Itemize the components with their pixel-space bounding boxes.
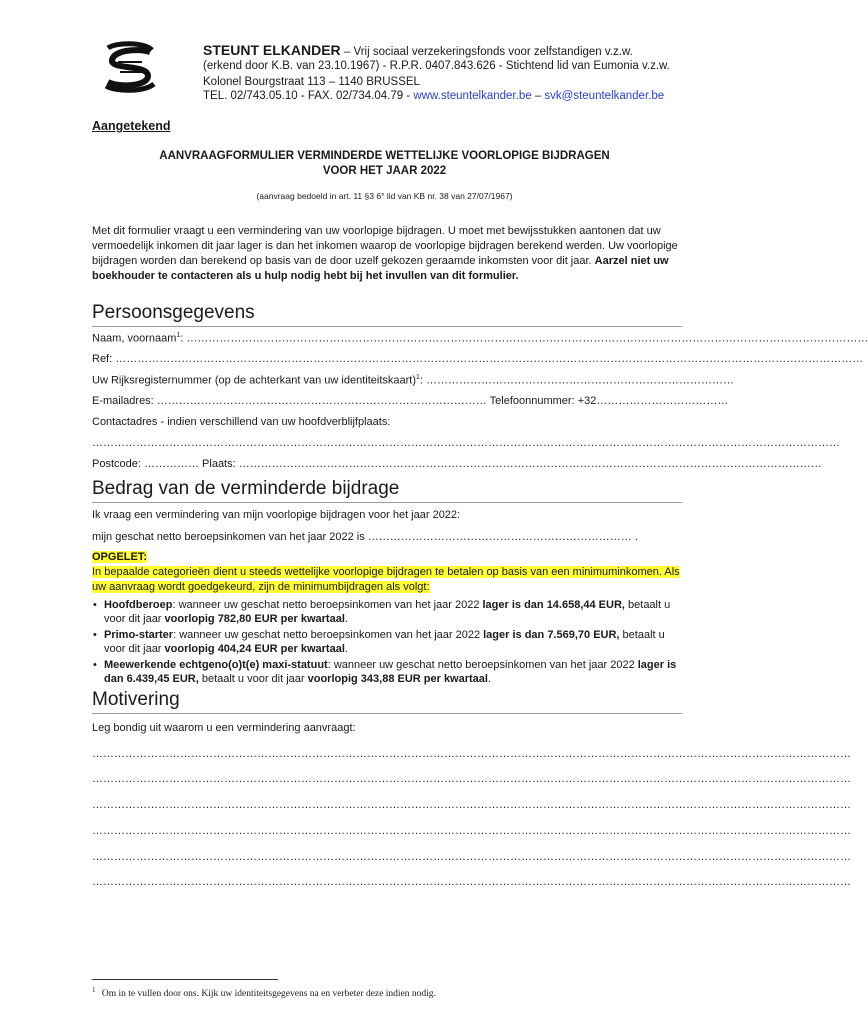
ref-field-row[interactable]: Ref: ……………………………………………………………………………………………………………………………………………………………………………………: [92, 353, 864, 365]
logo: [98, 40, 162, 94]
footnote-rule: [92, 979, 278, 980]
contact-numbers: TEL. 02/743.05.10 - FAX. 02/734.04.79 -: [203, 90, 414, 102]
motivation-line[interactable]: ………………………………………………………………………………………………………………………………………………………………………………………: [92, 773, 851, 785]
footnote-number: 1: [92, 986, 96, 994]
name-field-row[interactable]: Naam, voornaam$^1$: ……………………………………………………………………………………………………………………………………………………………………: [92, 332, 868, 345]
postcode-label: Postcode:: [92, 458, 144, 470]
postcode-row[interactable]: Postcode: …………… Plaats: ……………………………………………………………………………………………………………………………………………: [92, 458, 822, 470]
form-title-line-2: VOOR HET JAAR 2022: [322, 165, 447, 177]
form-title: [92, 149, 677, 179]
opgelet-label: OPGELET:: [92, 551, 148, 563]
steunt-elkander-logo-icon: [98, 40, 162, 94]
contact-address-line[interactable]: ……………………………………………………………………………………………………………………………………………………………………………………: [92, 437, 840, 449]
org-tagline: – Vrij sociaal verzekeringsfonds voor zelfstandigen v.z.w.: [340, 46, 633, 58]
warning-text: In bepaalde categorieën dient u steeds wettelijke voorlopige bijdragen te betalen op basis van een minimuminkomen. Als uw aanvraag wordt goedgekeurd, zijn de minimumbijdragen als volgt:: [92, 566, 680, 593]
warning-block: [92, 550, 682, 595]
form-subtitle: (aanvraag bedoeld in art. 11 §3 6° lid van KB nr. 38 van 27/07/1967): [256, 191, 513, 201]
email-label: E-mailadres:: [92, 395, 157, 407]
name-label: Naam, voornaam: [92, 332, 177, 345]
motivation-line[interactable]: ………………………………………………………………………………………………………………………………………………………………………………………: [92, 825, 851, 837]
form-title-line-1: AANVRAAGFORMULIER VERMINDERDE WETTELIJKE VOORLOPIGE BIJDRAGEN: [159, 150, 610, 162]
list-item: • Hoofdberoep: wanneer uw geschat netto beroepsinkomen van het jaar 2022 lager is dan 14.658,44 EUR, betaalt u voor dit jaar voorlopig 782,80 EUR per kwartaal.: [104, 598, 682, 626]
plaats-label: Plaats:: [198, 458, 239, 470]
income-row[interactable]: mijn geschat netto beroepsinkomen van het jaar 2022 is ……………………………………………………………… .: [92, 531, 638, 543]
motivation-line[interactable]: ………………………………………………………………………………………………………………………………………………………………………………………: [92, 876, 851, 888]
minimum-contribution-list: [92, 598, 682, 688]
contact-label: Contactadres - indien verschillend van uw hoofdverblijfplaats:: [92, 416, 391, 428]
rrn-label: Uw Rijksregisternummer (op de achterkant van uw identiteitskaart): [92, 374, 417, 387]
header-line-4: [203, 88, 664, 104]
email-link[interactable]: svk@steuntelkander.be: [544, 90, 665, 102]
section-rule: [92, 502, 682, 503]
footnote: [92, 986, 436, 999]
motivation-line[interactable]: ………………………………………………………………………………………………………………………………………………………………………………………: [92, 851, 851, 863]
income-label: mijn geschat netto beroepsinkomen van het jaar 2022 is: [92, 531, 368, 543]
rrn-field-row[interactable]: Uw Rijksregisternummer (op de achterkant van uw identiteitskaart)$^1$: …………………………………………………………………………: [92, 374, 735, 387]
section-title-motivering: Motivering: [92, 689, 180, 710]
ref-label: Ref:: [92, 353, 116, 365]
motivation-line[interactable]: ………………………………………………………………………………………………………………………………………………………………………………………: [92, 748, 851, 760]
separator: –: [531, 90, 545, 102]
org-name: STEUNT ELKANDER: [203, 42, 341, 58]
email-phone-row[interactable]: E-mailadres: ……………………………………………………………………………… Telefoonnummer: +32………………………………: [92, 395, 729, 407]
motivation-line[interactable]: ………………………………………………………………………………………………………………………………………………………………………………………: [92, 799, 851, 811]
footnote-ref: 1: [416, 374, 420, 381]
reduction-request-line: Ik vraag een vermindering van mijn voorlopige bijdragen voor het jaar 2022:: [92, 509, 461, 521]
section-rule: [92, 326, 682, 327]
section-rule: [92, 713, 682, 714]
header-line-3: Kolonel Bourgstraat 113 – 1140 BRUSSEL: [203, 76, 420, 88]
website-link[interactable]: www.steuntelkander.be: [413, 90, 532, 102]
section-title-persoonsgegevens: Persoonsgegevens: [92, 302, 255, 323]
list-item: • Primo-starter: wanneer uw geschat netto beroepsinkomen van het jaar 2022 lager is dan 7.569,70 EUR, betaalt u voor dit jaar voorlopig 404,24 EUR per kwartaal.: [104, 628, 682, 656]
footnote-text: Om in te vullen door ons. Kijk uw identiteitsgegevens na en verbeter deze indien nodig.: [101, 989, 436, 1000]
aangetekend-label: Aangetekend: [92, 119, 171, 133]
phone-label: Telefoonnummer: +32: [489, 395, 597, 407]
footnote-ref: 1: [176, 332, 181, 339]
intro-text: Met dit formulier vraagt u een vermindering van uw voorlopige bijdragen. U moet met bewijsstukken aantonen dat uw vermoedelijk inkomen dit jaar lager is dan het inkomen waarop de voorlopige bijdragen berekend werden. Uw voorlopige bijdragen worden dan berekend op basis van de door uzelf gekozen geraamde inkomsten voor dit jaar.: [92, 225, 678, 267]
intro-paragraph: [92, 224, 682, 284]
header-line-2: (erkend door K.B. van 23.10.1967) - R.P.R. 0407.843.626 - Stichtend lid van Eumonia v.z.w.: [203, 60, 670, 72]
motivation-prompt: Leg bondig uit waarom u een vermindering aanvraagt:: [92, 722, 356, 734]
intro-bold-text: Aarzel niet uw boekhouder te contacteren als u hulp nodig hebt bij het invullen van dit formulier.: [92, 255, 669, 282]
section-title-bedrag: Bedrag van de verminderde bijdrage: [92, 478, 400, 499]
list-item: • Meewerkende echtgeno(o)t(e) maxi-statuut: wanneer uw geschat netto beroepsinkomen van het jaar 2022 lager is dan 6.439,45 EUR, betaalt u voor dit jaar voorlopig 343,88 EUR per kwartaal.: [104, 658, 682, 686]
